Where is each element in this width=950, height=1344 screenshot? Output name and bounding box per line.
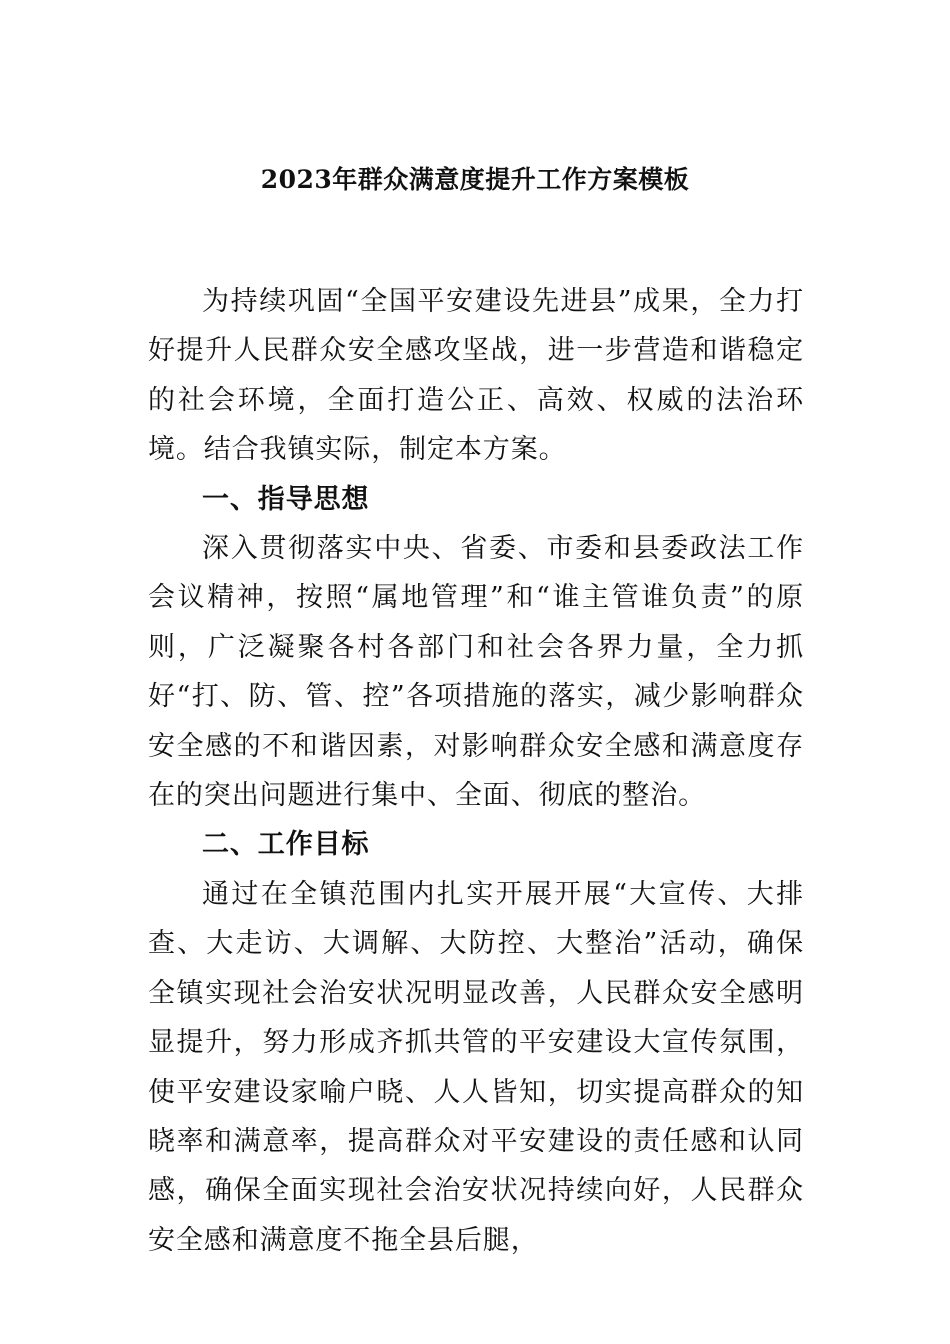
section-paragraph-guiding-ideology: 深入贯彻落实中央、省委、市委和县委政法工作会议精神，按照“属地管理”和“谁主管谁负责”的原则，广泛凝聚各村各部门和社会各界力量，全力抓好“打、防、管、控”各项措施的落实，减少影响群众安全感的不和谐因素，对影响群众安全感和满意度存在的突出问题进行集中、全面、彻底的整治。 — [148, 533, 804, 812]
intro-paragraph: 为持续巩固“全国平安建设先进县”成果，全力打好提升人民群众安全感攻坚战，进一步营造和谐稳定的社会环境，全面打造公正、高效、权威的法治环境。结合我镇实际，制定本方案。 — [148, 286, 804, 466]
section-heading-work-goals: 二、工作目标 — [202, 829, 370, 861]
section-paragraph-work-goals: 通过在全镇范围内扎实开展开展“大宣传、大排查、大走访、大调解、大防控、大整治”活动，确保全镇实现社会治安状况明显改善，人民群众安全感明显提升，努力形成齐抓共管的平安建设大宣传氛围，使平安建设家喻户晓、人人皆知，切实提高群众的知晓率和满意率，提高群众对平安建设的责任感和认同感，确保全面实现社会治安状况持续向好，人民群众安全感和满意度不拖全县后腿， — [148, 878, 804, 1256]
document-title: 2023年群众满意度提升工作方案模板 — [260, 165, 690, 194]
section-heading-guiding-ideology: 一、指导思想 — [202, 483, 370, 515]
document-body — [148, 277, 804, 1265]
